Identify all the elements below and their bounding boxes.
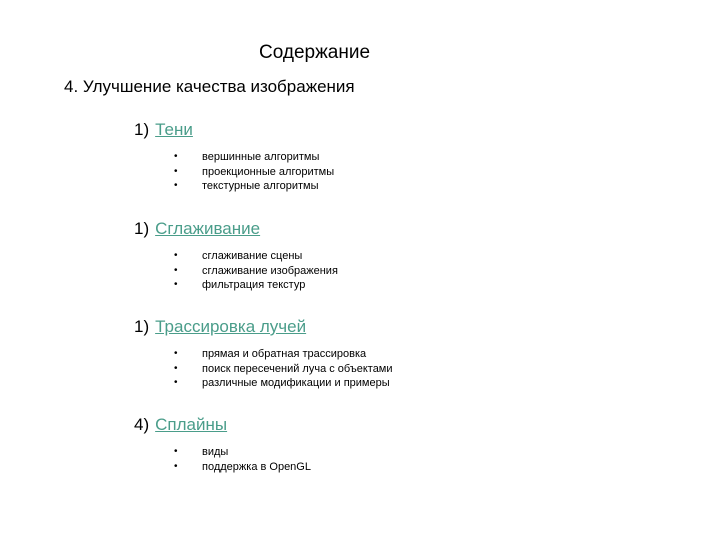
list-item [134, 460, 311, 475]
list-item [134, 376, 393, 391]
section-ray-tracing [134, 317, 393, 391]
list-item [134, 150, 334, 165]
page-title: Содержание [259, 42, 371, 63]
bullet-list [134, 150, 334, 194]
list-item [134, 278, 338, 293]
list-item-text: различные модификации и примеры [202, 377, 390, 389]
section-number: 1) [134, 120, 150, 139]
bullet-icon: • [174, 377, 178, 388]
section-heading [134, 415, 311, 435]
list-item-text: сглаживание сцены [202, 250, 303, 262]
section-number: 1) [134, 219, 150, 238]
bullet-list [134, 445, 311, 474]
section-number: 4) [134, 415, 150, 434]
section-splines [134, 415, 311, 474]
section-heading [134, 317, 393, 337]
bullet-icon: • [174, 165, 178, 177]
list-item-text: сглаживание изображения [202, 264, 338, 277]
bullet-icon: • [174, 180, 178, 191]
section-link-splines[interactable]: Сплайны [155, 415, 228, 434]
list-item [134, 264, 338, 279]
list-item-text: поиск пересечений луча с объектами [202, 362, 393, 375]
section-link-antialiasing[interactable]: Сглаживание [155, 219, 261, 238]
list-item-text: прямая и обратная трассировка [202, 348, 367, 360]
bullet-icon: • [174, 279, 178, 290]
section-heading [134, 219, 338, 239]
list-item-text: проекционные алгоритмы [202, 165, 335, 178]
section-antialiasing [134, 219, 338, 293]
bullet-icon: • [174, 151, 178, 162]
section-heading [134, 120, 334, 140]
bullet-icon: • [174, 460, 178, 472]
bullet-icon: • [174, 348, 178, 359]
bullet-icon: • [174, 446, 178, 457]
bullet-icon: • [174, 362, 178, 374]
list-item [134, 362, 393, 377]
list-item [134, 179, 334, 194]
list-item [134, 347, 393, 362]
section-shadows [134, 120, 334, 194]
list-item [134, 445, 311, 460]
list-item-text: вершинные алгоритмы [202, 151, 320, 163]
section-number: 1) [134, 317, 150, 336]
list-item-text: текстурные алгоритмы [202, 180, 319, 192]
list-item-text: поддержка в OpenGL [202, 460, 311, 473]
list-item-text: виды [202, 446, 229, 458]
list-item-text: фильтрация текстур [202, 279, 306, 291]
list-item [134, 249, 338, 264]
section-link-ray-tracing[interactable]: Трассировка лучей [155, 317, 307, 336]
bullet-list [134, 249, 338, 293]
bullet-icon: • [174, 250, 178, 261]
chapter-heading: 4. Улучшение качества изображения [64, 77, 355, 96]
bullet-icon: • [174, 264, 178, 276]
section-link-shadows[interactable]: Тени [155, 120, 193, 139]
list-item [134, 165, 334, 180]
bullet-list [134, 347, 393, 391]
